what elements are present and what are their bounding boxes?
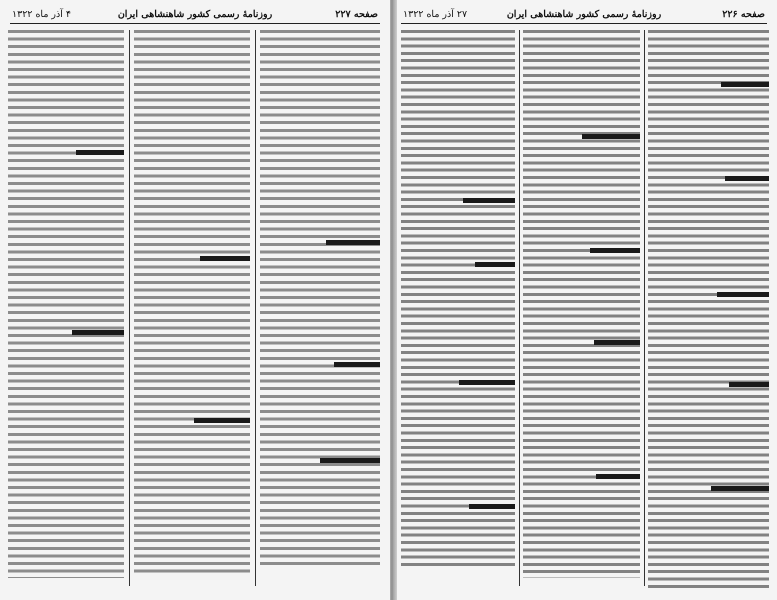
- speaker-heading: [711, 486, 769, 491]
- column-rule: [255, 30, 256, 586]
- left-page-column-1: [260, 30, 380, 590]
- right-page: [393, 0, 777, 600]
- speaker-heading: [463, 198, 515, 203]
- speaker-heading: [475, 262, 515, 267]
- column-rule: [129, 30, 130, 586]
- right-page-header: [401, 8, 767, 24]
- speaker-heading: [76, 150, 124, 155]
- right-page-column-3: [401, 30, 515, 590]
- text-lines: [134, 30, 250, 590]
- left-page-number: صفحه ۲۲۷: [335, 9, 378, 20]
- right-page-number: صفحه ۲۲۶: [722, 9, 765, 20]
- left-page-date: ۴ آذر ماه ۱۳۲۲: [12, 9, 72, 20]
- speaker-heading: [334, 362, 380, 367]
- column-rule: [519, 30, 520, 586]
- right-journal-title: روزنامهٔ رسمی کشور شاهنشاهی ایران: [506, 9, 662, 20]
- speaker-heading: [200, 256, 250, 261]
- text-lines: [260, 30, 380, 590]
- speaker-heading: [729, 382, 769, 387]
- speaker-heading: [596, 474, 640, 479]
- speaker-heading: [721, 82, 769, 87]
- text-lines: [8, 30, 124, 590]
- left-page-body-text: [0, 0, 1, 1]
- left-journal-title: روزنامهٔ رسمی کشور شاهنشاهی ایران: [117, 9, 273, 20]
- text-lines: [648, 30, 769, 590]
- left-page-column-2: [134, 30, 250, 590]
- right-page-date: ۲۷ آذر ماه ۱۳۲۲: [403, 9, 468, 20]
- speaker-heading: [469, 504, 515, 509]
- speaker-heading: [72, 330, 124, 335]
- speaker-heading: [725, 176, 769, 181]
- right-page-column-2: [523, 30, 640, 590]
- speaker-heading: [717, 292, 769, 297]
- column-rule: [644, 30, 645, 586]
- speaker-heading: [590, 248, 640, 253]
- left-page-column-3: [8, 30, 124, 590]
- speaker-heading: [320, 458, 380, 463]
- speaker-heading: [326, 240, 380, 245]
- speaker-heading: [459, 380, 515, 385]
- right-page-column-1: [648, 30, 769, 590]
- text-lines: [523, 30, 640, 590]
- speaker-heading: [194, 418, 250, 423]
- speaker-heading: [594, 340, 640, 345]
- speaker-heading: [582, 134, 640, 139]
- left-page-header: [10, 8, 380, 24]
